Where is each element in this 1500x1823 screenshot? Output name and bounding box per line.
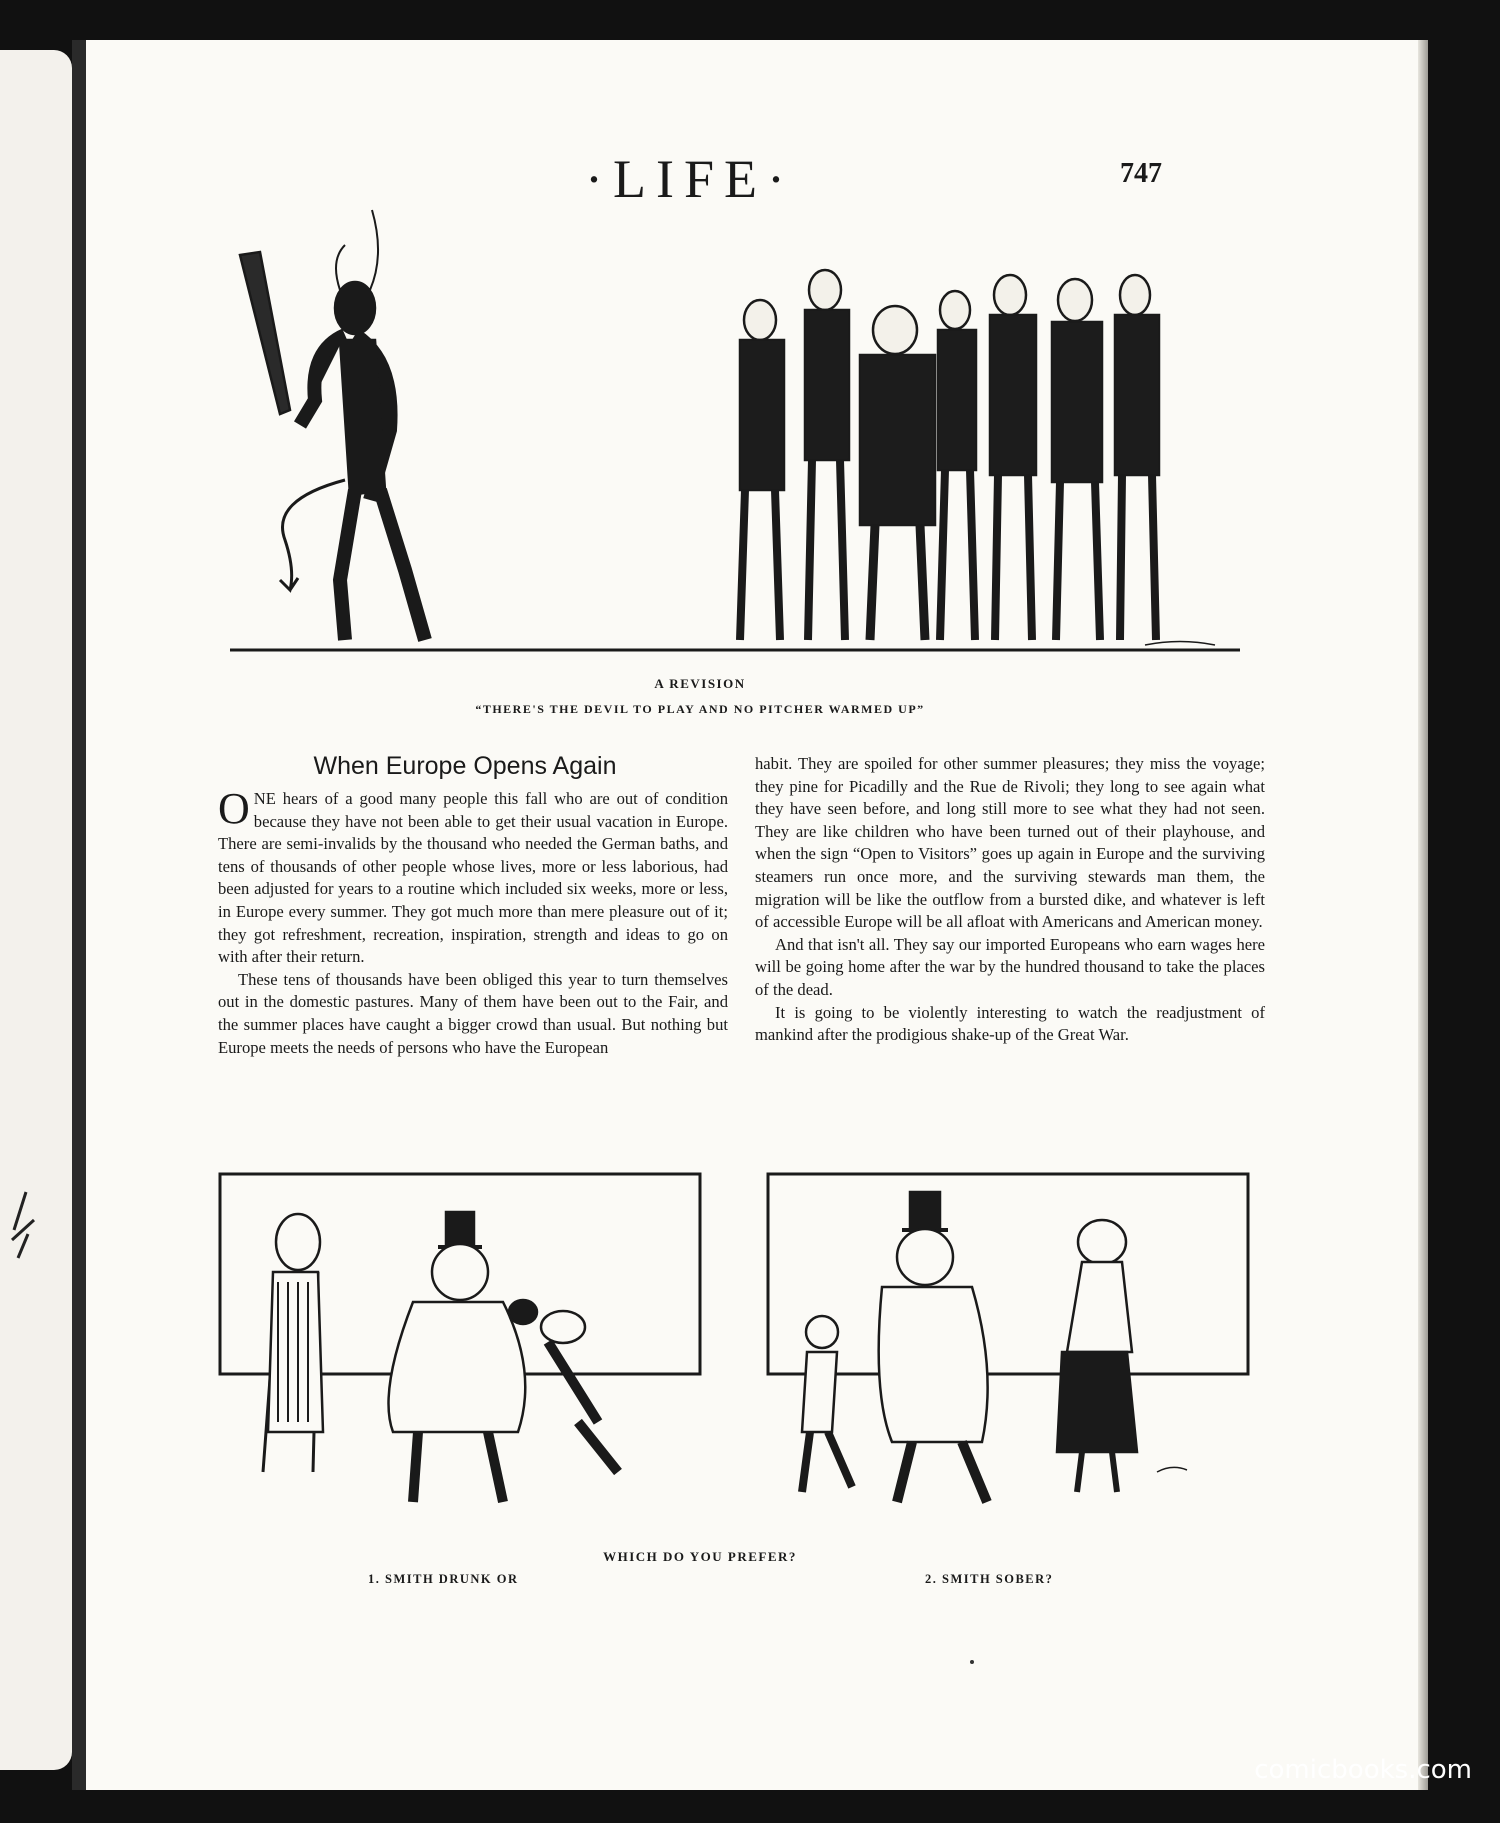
article-paragraph: These tens of thousands have been obliged this year to turn themselves out in the domestic pastures. Many of them have been out to the Fair, and the summer places have caught a bigger crowd than usual. But nothing but Europe meets the needs of persons who have the European [218, 969, 728, 1057]
page-number: 747 [1120, 158, 1162, 189]
book-spine [72, 40, 86, 1790]
cartoon-smith-drunk [218, 1172, 728, 1527]
caption-smith-sober: 2. SMITH SOBER? [925, 1572, 1054, 1586]
caption-quote: “THERE'S THE DEVIL TO PLAY AND NO PITCHER WARMED UP” [475, 702, 925, 716]
ink-dot [970, 1660, 974, 1664]
article-column-left [218, 784, 728, 1059]
paragraph-text: NE hears of a good many people this fall who are out of condition because they have not been able to get their usual vacation in Europe. There are semi-invalids by the thousand who needed the German baths, and tens of thousands of other people whose lives, more or less laborious, had been adjusted for years to a routine which included six weeks, more or less, in Europe every summer. They got much more than mere pleasure out of it; they got refreshment, recreation, inspiration, strength and ideas to go on with after their return. [218, 789, 728, 967]
watermark: comicbooks.com [1254, 1755, 1472, 1785]
article-paragraph [218, 784, 728, 969]
article-column-right [755, 753, 1265, 1047]
article-paragraph: It is going to be violently interesting to watch the readjustment of mankind after the prodigious shake-up of the Great War. [755, 1002, 1265, 1045]
margin-scribble [8, 1190, 38, 1260]
page-edge-shadow [1418, 40, 1428, 1790]
article-paragraph: habit. They are spoiled for other summer pleasures; they miss the voyage; they pine for Picadilly and the Rue de Rivoli; they long to see again what they have seen before, and long still more to see what they had not seen. They are like children who have been turned out of their playhouse, and when the sign “Open to Visitors” goes up again in Europe and the surviving steamers run once more, and the surviving stewards man them, the migration will be like the outflow from a bursted dike, and whatever is left of accessible Europe will be all afloat with Americans and American money. [755, 754, 1265, 932]
cartoon-top-caption [140, 676, 1260, 717]
cartoon-smith-sober [762, 1172, 1272, 1527]
cartoon-bottom-caption: WHICH DO YOU PREFER? [603, 1549, 797, 1564]
dropcap: O [218, 784, 250, 833]
caption-title: A REVISION [654, 676, 746, 691]
article-paragraph: And that isn't all. They say our imported Europeans who earn wages here will be going home after the war by the hundred thousand to take the places of the dead. [755, 934, 1265, 999]
masthead-title: ·LIFE· [585, 149, 795, 209]
article-title: When Europe Opens Again [313, 752, 617, 780]
caption-smith-drunk: 1. SMITH DRUNK OR [368, 1572, 519, 1586]
left-page-edge [0, 50, 72, 1770]
cartoon-devil-batter [140, 200, 1260, 665]
